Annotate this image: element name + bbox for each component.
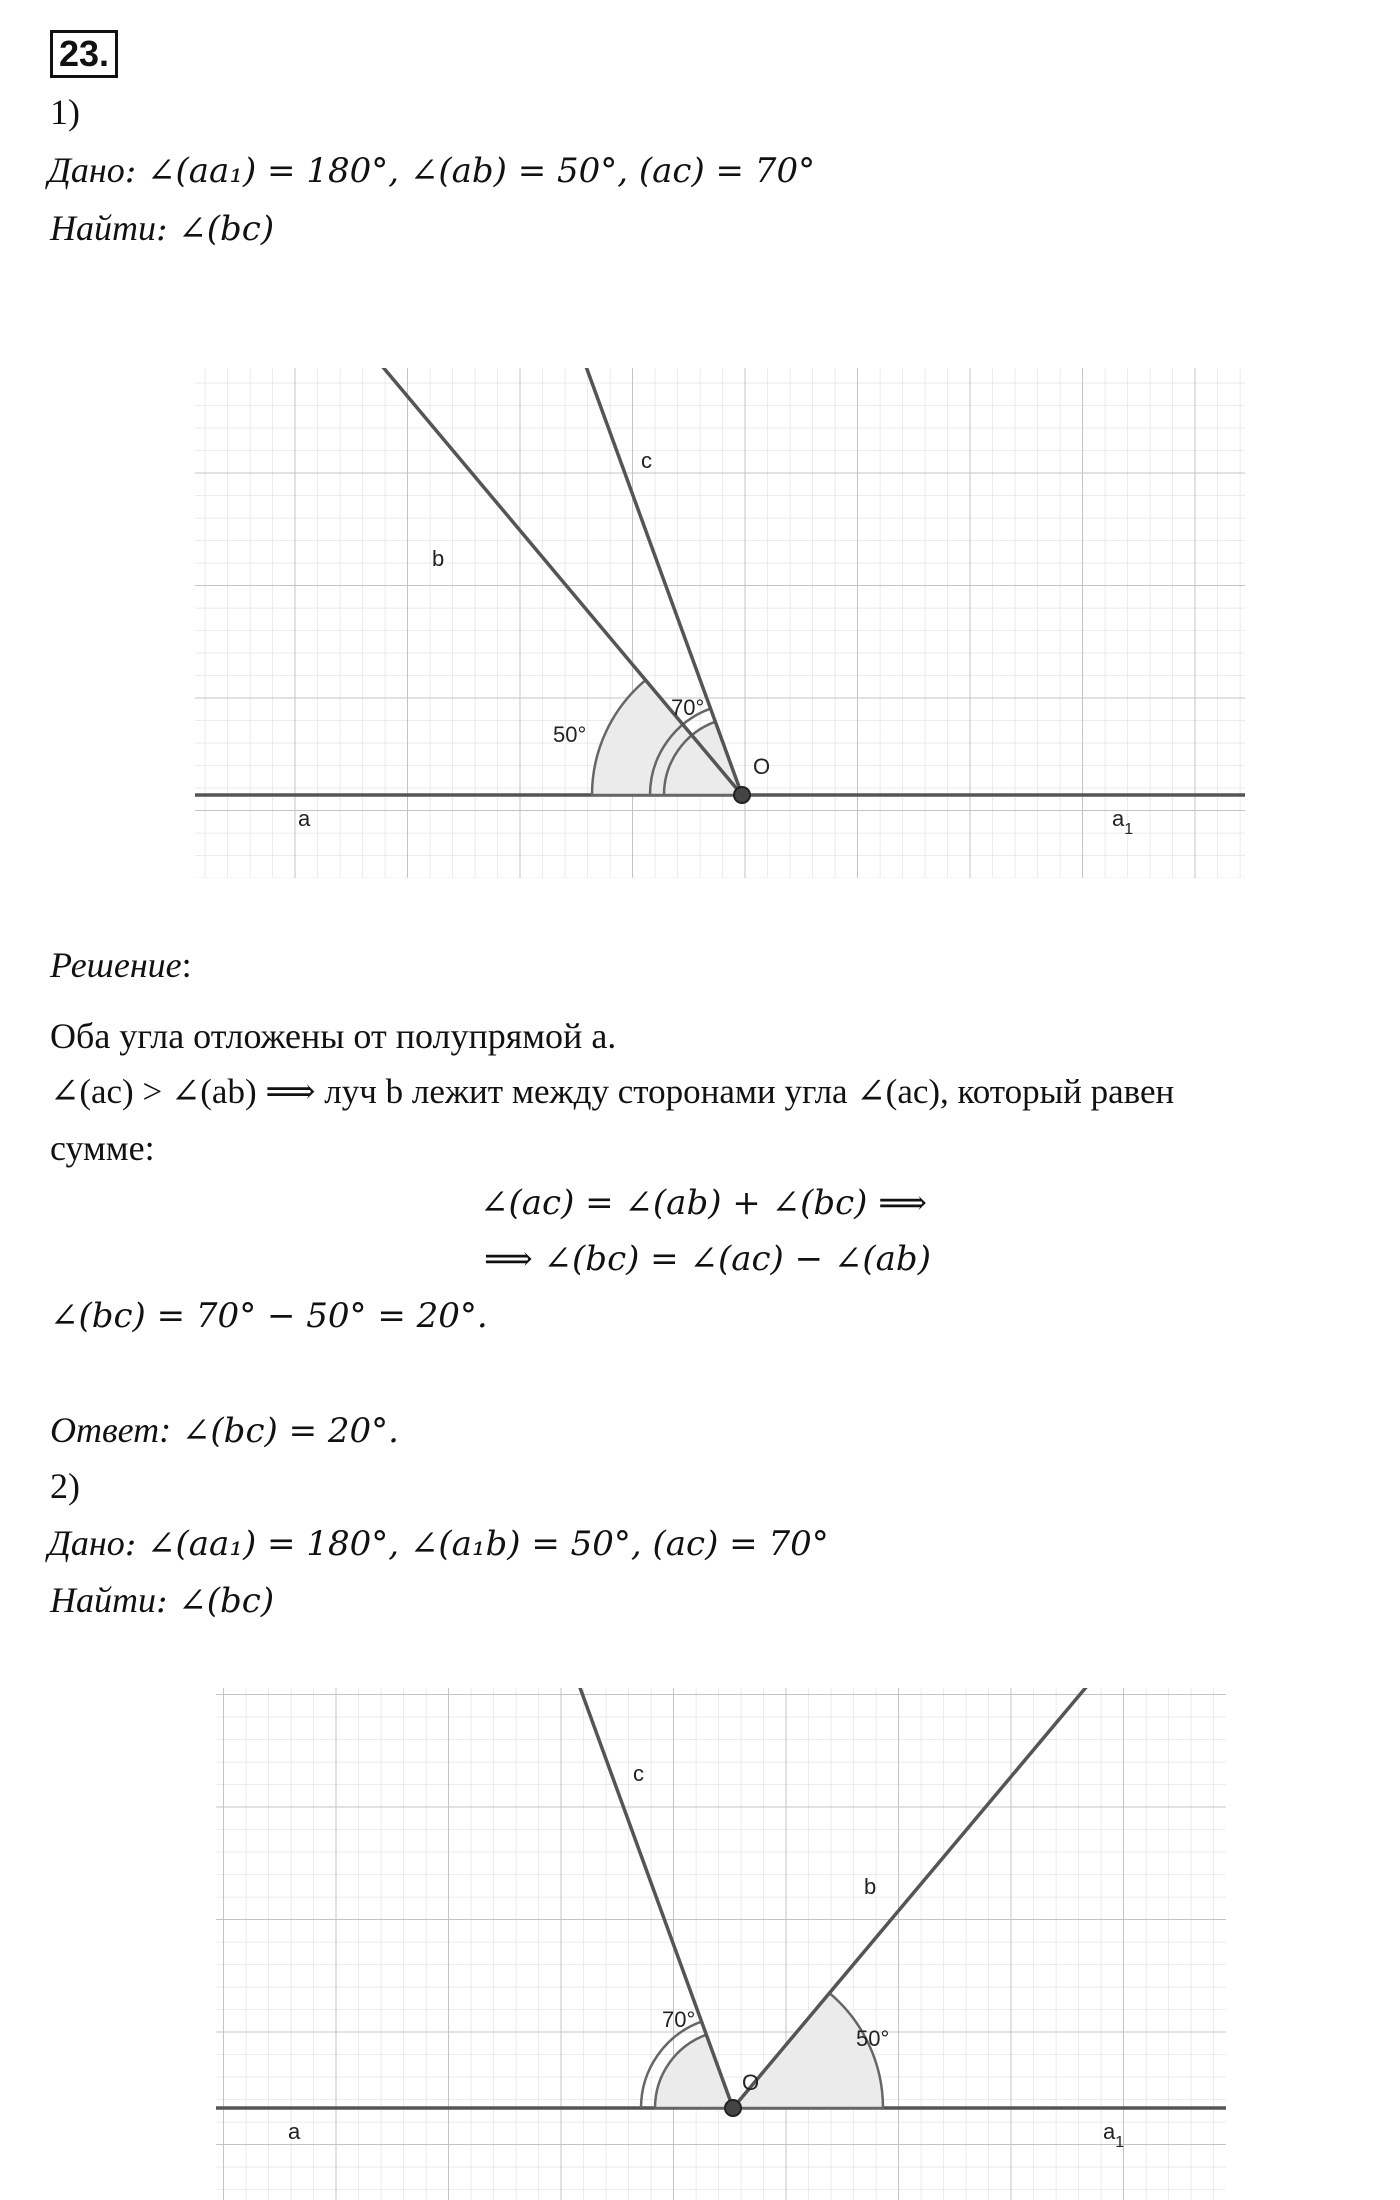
answer-1 [50,1408,399,1453]
part2-given [48,1521,829,1566]
label-ray-a: a [288,2119,301,2144]
part1-given [48,148,815,193]
find-word: Найти [50,1580,156,1620]
equation-3: ∠(bc) = 70° − 50° = 20°. [50,1296,488,1336]
figure-1 [195,368,1245,878]
find-word: Найти [50,208,156,248]
solution-colon: : [181,945,192,985]
part2-find [50,1578,274,1623]
label-ray-a: a [298,806,311,831]
given-expression: : ∠(aa₁) = 180°, ∠(ab) = 50°, (ac) = 70° [124,151,816,191]
solution-line-1: Оба угла отложены от полупрямой a. [50,1016,617,1056]
label-angle-b: 50° [856,2026,890,2051]
problem-number: 23. [50,30,118,78]
grid-major [216,1688,1226,2200]
label-ray-c: c [641,448,652,473]
label-ray-b: b [864,1874,877,1899]
given-expression: : ∠(aa₁) = 180°, ∠(a₁b) = 50°, (ac) = 70° [124,1524,829,1564]
label-angle-c: 70° [662,2007,696,2032]
solution-line-3: сумме: [50,1128,155,1168]
vertex-point [725,2100,741,2116]
label-ray-c: c [633,1761,644,1786]
label-ray-a1: $a_1$ [1112,806,1134,838]
part1-label: 1) [50,92,80,132]
label-ray-b: b [432,546,445,571]
find-expression: : ∠(bc) [156,1581,275,1621]
equation-1: ∠(ac) = ∠(ab) + ∠(bc) ⟹ [480,1183,927,1223]
solution-word: Решение [50,945,182,985]
part1-find [50,206,274,251]
label-ray-a1: $a_1$ [1103,2119,1125,2151]
solution-line-2: ∠(ac) > ∠(ab) ⟹ луч b лежит между сторонами угла ∠(ac), который равен [50,1072,1175,1111]
grid-major [195,368,1245,878]
label-vertex-o: O [753,754,771,779]
answer-expression: ∠(bc) = 20°. [171,1411,399,1451]
find-expression: : ∠(bc) [156,209,275,249]
vertex-point [734,787,750,803]
equation-2: ⟹ ∠(bc) = ∠(ac) − ∠(ab) [484,1239,931,1279]
label-vertex-o: O [742,2070,760,2095]
part2-label: 2) [50,1466,80,1506]
label-angle-c: 70° [671,695,705,720]
solution-heading [50,943,192,987]
figure-2 [216,1688,1226,2200]
given-word: Дано [48,150,125,190]
answer-word: Ответ: [50,1410,172,1450]
label-angle-b: 50° [553,722,587,747]
given-word: Дано [48,1523,125,1563]
